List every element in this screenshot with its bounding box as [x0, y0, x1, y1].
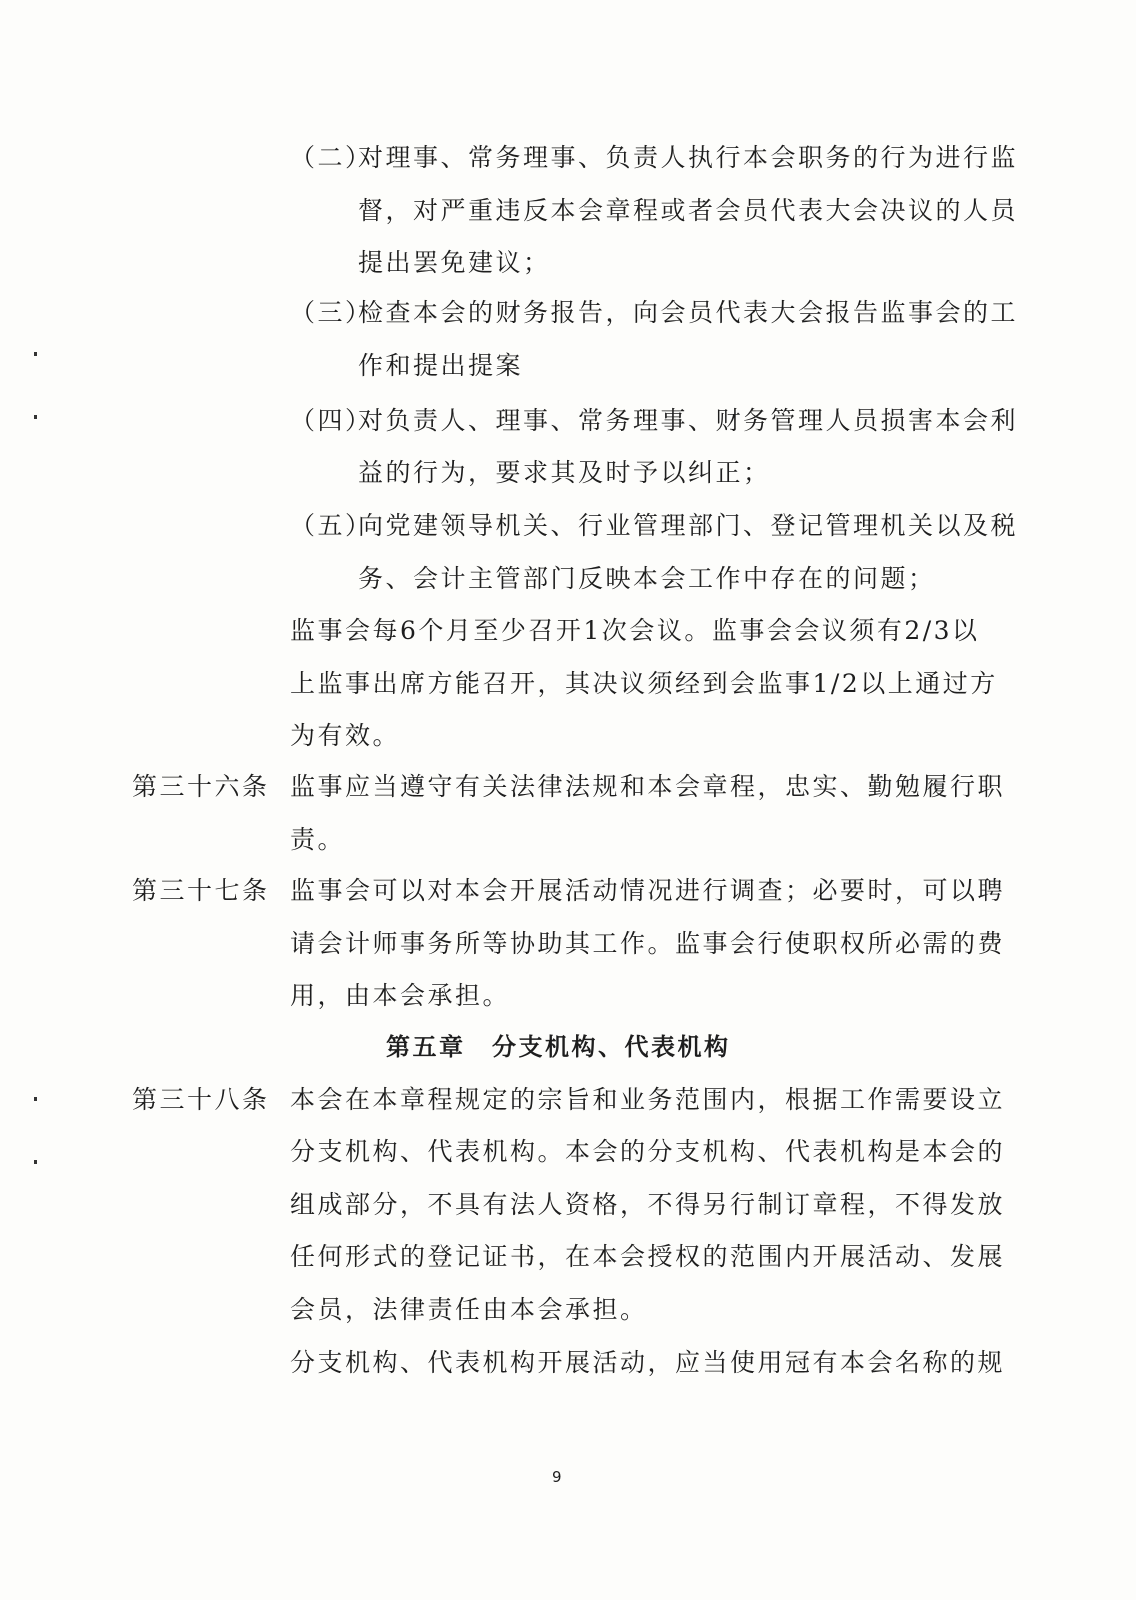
- article-label: 第三十八条: [132, 1085, 270, 1114]
- article-line: 会员，法律责任由本会承担。: [290, 1295, 648, 1324]
- item-line: 向党建领导机关、行业管理部门、登记管理机关以及税: [358, 511, 1019, 540]
- item-label: （五）: [290, 511, 373, 540]
- item-line: 对负责人、理事、常务理事、财务管理人员损害本会利: [358, 406, 1019, 435]
- paragraph-line: 分支机构、代表机构开展活动，应当使用冠有本会名称的规: [290, 1348, 1006, 1377]
- article-line: 本会在本章程规定的宗旨和业务范围内，根据工作需要设立: [290, 1085, 1006, 1114]
- article-line: 责。: [290, 825, 346, 854]
- item-label: （四）: [290, 406, 373, 435]
- item-line: 务、会计主管部门反映本会工作中存在的问题；: [358, 564, 936, 593]
- item-label: （二）: [290, 143, 373, 172]
- scan-speck: [34, 1160, 37, 1164]
- scan-speck: [34, 1097, 37, 1101]
- article-line: 监事会可以对本会开展活动情况进行调查；必要时，可以聘: [290, 876, 1006, 905]
- article-line: 监事应当遵守有关法律法规和本会章程，忠实、勤勉履行职: [290, 772, 1006, 801]
- page-number: 9: [552, 1468, 562, 1486]
- paragraph-line: 上监事出席方能召开，其决议须经到会监事1/2以上通过方: [290, 669, 998, 698]
- article-label: 第三十六条: [132, 772, 270, 801]
- scan-speck: [34, 415, 37, 419]
- item-line: 提出罢免建议；: [358, 248, 551, 277]
- article-line: 请会计师事务所等协助其工作。监事会行使职权所必需的费: [290, 929, 1006, 958]
- item-line: 益的行为，要求其及时予以纠正；: [358, 458, 771, 487]
- article-line: 任何形式的登记证书，在本会授权的范围内开展活动、发展: [290, 1242, 1006, 1271]
- item-line: 对理事、常务理事、负责人执行本会职务的行为进行监: [358, 143, 1019, 172]
- article-line: 分支机构、代表机构。本会的分支机构、代表机构是本会的: [290, 1137, 1006, 1166]
- article-line: 组成部分，不具有法人资格，不得另行制订章程，不得发放: [290, 1190, 1006, 1219]
- scan-speck: [34, 352, 37, 356]
- item-line: 作和提出提案: [358, 351, 524, 380]
- chapter-title: 第五章 分支机构、代表机构: [386, 1033, 731, 1061]
- item-line: 督，对严重违反本会章程或者会员代表大会决议的人员: [358, 196, 1019, 225]
- article-label: 第三十七条: [132, 876, 270, 905]
- paragraph-line: 监事会每6个月至少召开1次会议。监事会会议须有2/3以: [290, 616, 980, 645]
- article-line: 用，由本会承担。: [290, 981, 511, 1010]
- paragraph-line: 为有效。: [290, 721, 401, 750]
- item-label: （三）: [290, 298, 373, 327]
- item-line: 检查本会的财务报告，向会员代表大会报告监事会的工: [358, 298, 1019, 327]
